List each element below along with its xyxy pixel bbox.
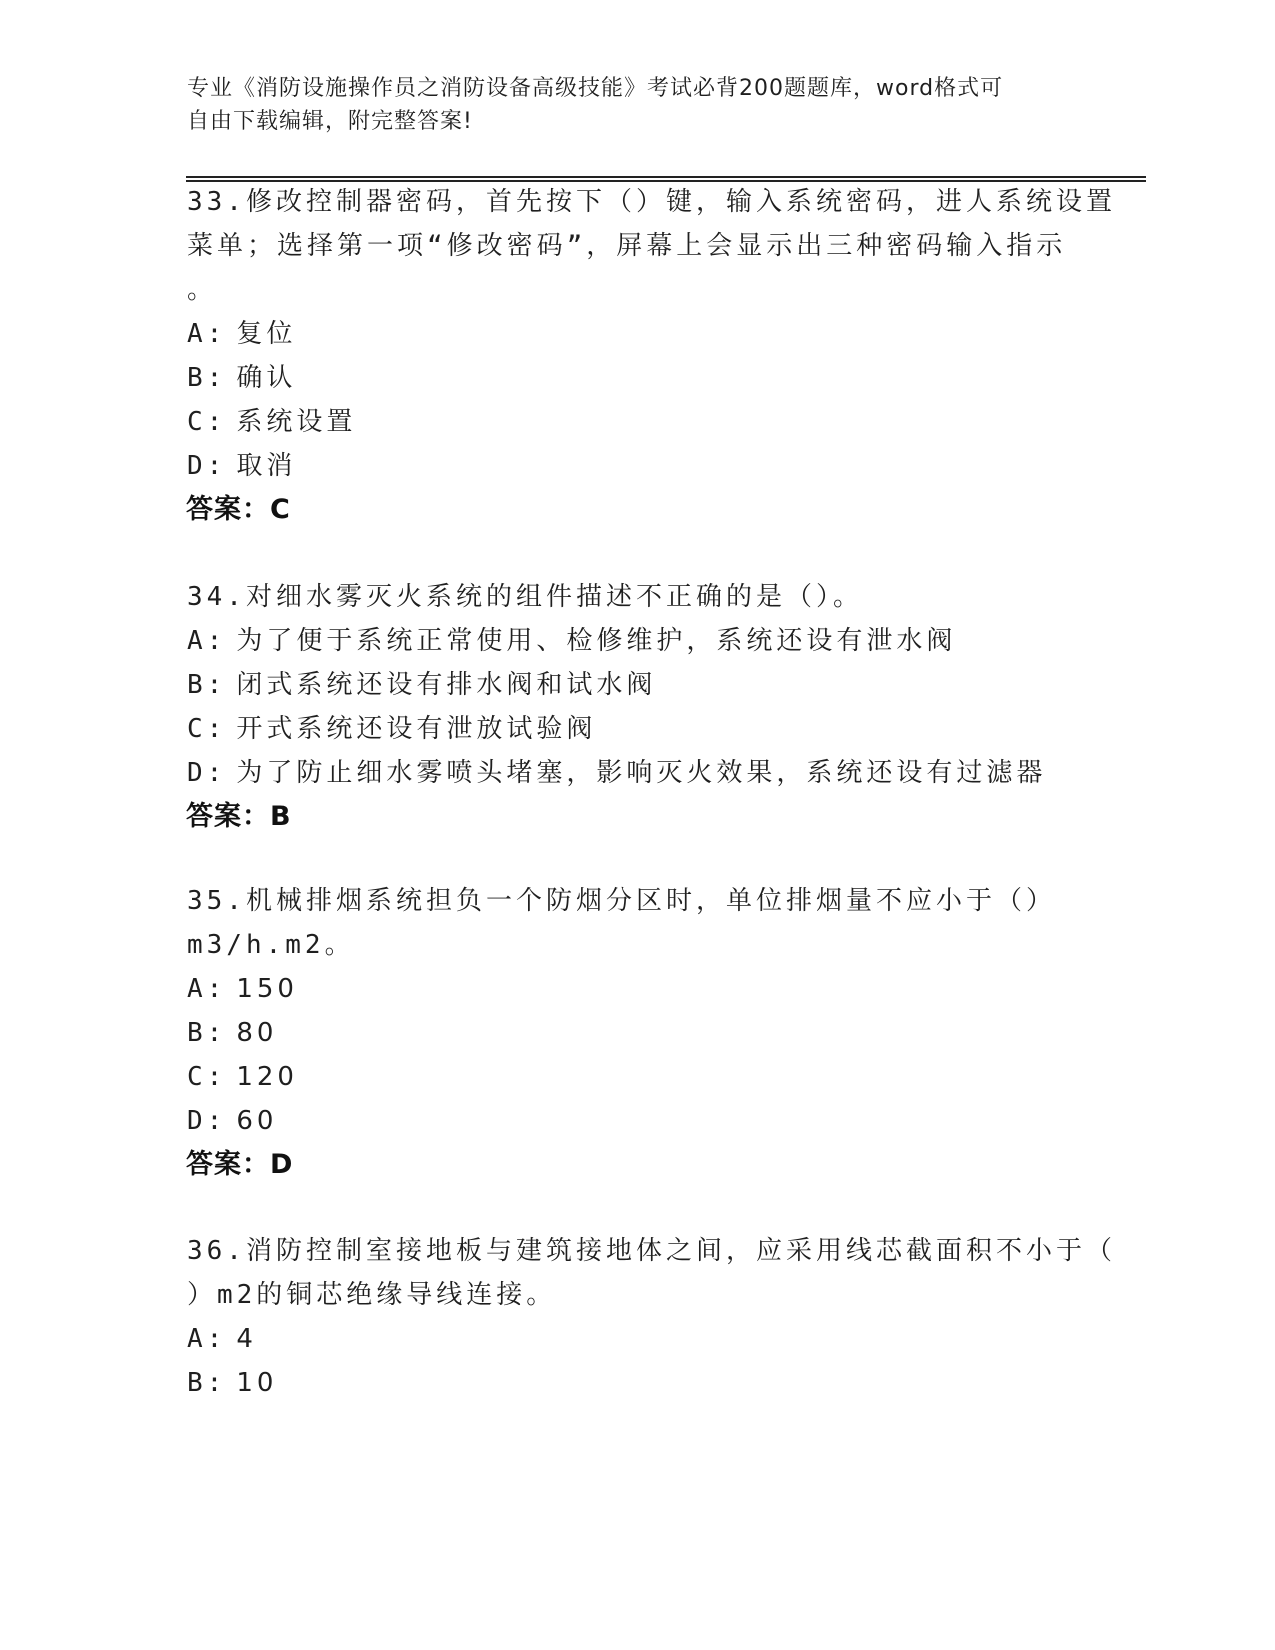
question-33-answer: 答案：C [186, 494, 291, 525]
option-text: 取消 [236, 451, 297, 481]
question-35-option-d [187, 1104, 277, 1138]
option-text: 确认 [236, 363, 297, 393]
option-label: C: [187, 1062, 227, 1092]
option-label: B: [187, 363, 227, 393]
option-text: 复位 [236, 319, 297, 349]
option-label: C: [187, 714, 227, 744]
option-label: A: [187, 626, 227, 656]
option-text: 为了便于系统正常使用、检修维护，系统还设有泄水阀 [236, 626, 957, 656]
question-36-option-a [187, 1322, 257, 1356]
question-35-option-b [187, 1016, 277, 1050]
option-label: A: [187, 1324, 227, 1354]
question-33-stem-line-2: 菜单；选择第一项“修改密码”，屏幕上会显示出三种密码输入指示 [187, 231, 1067, 261]
question-33-option-d [187, 449, 296, 483]
option-text: 10 [236, 1368, 278, 1398]
option-text: 120 [236, 1062, 298, 1092]
question-34-stem-line-1: 34.对细水雾灭火系统的组件描述不正确的是（）。 [187, 582, 863, 612]
option-label: D: [187, 1106, 227, 1136]
question-33-option-c [187, 405, 356, 439]
question-35-stem-line-1: 35.机械排烟系统担负一个防烟分区时，单位排烟量不应小于（） [187, 886, 1056, 916]
question-35-answer: 答案：D [186, 1149, 294, 1180]
question-34-option-d [187, 756, 1046, 790]
option-text: 闭式系统还设有排水阀和试水阀 [236, 670, 657, 700]
option-text: 系统设置 [236, 407, 357, 437]
question-35-option-c [187, 1060, 298, 1094]
question-33-option-a [187, 317, 296, 351]
header-line-1: 专业《消防设施操作员之消防设备高级技能》考试必背200题题库，word格式可 [187, 76, 1004, 101]
question-36-option-b [187, 1366, 277, 1400]
option-text: 80 [236, 1018, 278, 1048]
option-label: D: [187, 758, 227, 788]
header-divider [186, 176, 1146, 182]
question-35-option-a [187, 972, 298, 1006]
option-text: 开式系统还设有泄放试验阀 [236, 714, 597, 744]
option-text: 为了防止细水雾喷头堵塞，影响灭火效果，系统还设有过滤器 [236, 758, 1047, 788]
option-label: D: [187, 451, 227, 481]
option-text: 4 [236, 1324, 257, 1354]
question-36-stem-line-2: ）m2的铜芯绝缘导线连接。 [187, 1280, 557, 1310]
option-label: B: [187, 670, 227, 700]
option-label: A: [187, 974, 227, 1004]
option-text: 150 [236, 974, 298, 1004]
header-line-2: 自由下载编辑，附完整答案! [187, 109, 473, 134]
option-label: B: [187, 1368, 227, 1398]
question-33-option-b [187, 361, 296, 395]
question-35-stem-line-2: m3/h.m2。 [187, 930, 355, 960]
question-33-stem-line-3: 。 [187, 275, 218, 305]
document-header [187, 72, 1067, 138]
question-33-stem-line-1: 33.修改控制器密码，首先按下（）键，输入系统密码，进人系统设置 [187, 187, 1116, 217]
question-34-option-c [187, 712, 596, 746]
question-34-option-b [187, 668, 656, 702]
option-label: B: [187, 1018, 227, 1048]
question-34-option-a [187, 624, 956, 658]
option-text: 60 [236, 1106, 278, 1136]
question-36-stem-line-1: 36.消防控制室接地板与建筑接地体之间，应采用线芯截面积不小于（ [187, 1236, 1116, 1266]
question-34-answer: 答案：B [186, 801, 292, 832]
option-label: A: [187, 319, 227, 349]
option-label: C: [187, 407, 227, 437]
